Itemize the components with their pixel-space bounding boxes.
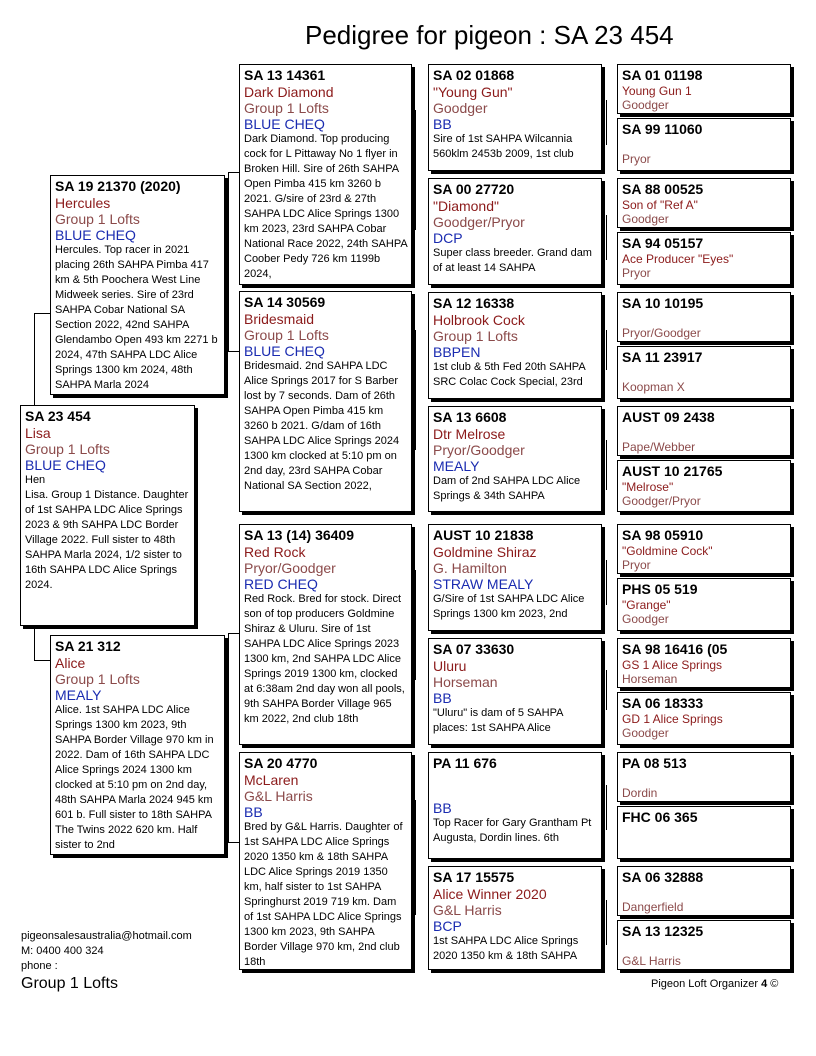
ancestor-card[interactable] — [428, 64, 602, 171]
pigeon-name: Hercules — [55, 195, 111, 211]
kennel-name: Group 1 Lofts — [21, 975, 118, 992]
ancestor-card[interactable] — [617, 64, 791, 114]
comment: Top Racer for Gary Grantham Pt Augusta, Dordin lines. 6th — [433, 817, 592, 844]
owner: Pryor/Goodger — [433, 442, 525, 458]
pigeon-name: Lisa — [25, 425, 51, 441]
colour: STRAW MEALY — [433, 576, 534, 592]
colour: BLUE CHEQ — [25, 457, 106, 473]
owner: Pryor/Goodger — [622, 326, 701, 340]
ring-number: SA 12 16338 — [433, 295, 515, 311]
ancestor-card[interactable] — [617, 692, 791, 745]
ring-number: SA 02 01868 — [433, 67, 515, 83]
ring-number: SA 98 05910 — [622, 527, 704, 543]
ring-number: SA 13 6608 — [433, 409, 507, 425]
ring-number: SA 10 10195 — [622, 295, 704, 311]
ancestor-card[interactable] — [428, 866, 602, 970]
colour: BCP — [433, 918, 462, 934]
pigeon-name: Ace Producer "Eyes" — [622, 252, 734, 266]
pigeon-name: Holbrook Cock — [433, 312, 525, 328]
connector-line — [606, 785, 607, 830]
connector-line — [228, 271, 229, 351]
colour: BB — [433, 690, 452, 706]
owner: Pryor — [622, 558, 651, 572]
colour: MEALY — [55, 687, 102, 703]
ring-number: SA 88 00525 — [622, 181, 704, 197]
connector-line — [606, 215, 607, 260]
colour: BB — [244, 804, 263, 820]
connector-line — [415, 800, 416, 915]
ancestor-card[interactable] — [617, 866, 791, 916]
ancestor-card[interactable] — [428, 752, 602, 859]
ring-number: SA 00 27720 — [433, 181, 515, 197]
colour: DCP — [433, 230, 463, 246]
comment: 1st club & 5th Fed 20th SAHPA SRC Colac Cock Special, 23rd — [433, 361, 586, 388]
ring-number: SA 23 454 — [25, 408, 91, 424]
connector-line — [228, 172, 229, 272]
connector-line — [415, 330, 416, 450]
subject-card[interactable] — [20, 405, 195, 626]
owner: Goodger — [622, 612, 669, 626]
colour: BBPEN — [433, 344, 481, 360]
pigeon-name: Red Rock — [244, 544, 306, 560]
owner: Group 1 Lofts — [55, 211, 140, 227]
software-credit — [651, 978, 778, 990]
comment: Lisa. Group 1 Distance. Daughter of 1st SAHPA LDC Alice Springs 2023 & 9th SAHPA LDC Border Village 2022. Full sister to 48th SAHPA Marla 2024, 1/2 sister to 16th SAHPA LDC Alice Springs 2024. — [25, 489, 189, 591]
sex: Hen — [25, 474, 46, 486]
ancestor-card[interactable] — [428, 524, 602, 631]
ancestor-card[interactable] — [617, 346, 791, 399]
pigeon-name: McLaren — [244, 772, 299, 788]
pigeon-name: Son of "Ref A" — [622, 198, 698, 212]
owner: Goodger/Pryor — [433, 214, 525, 230]
owner: Group 1 Lofts — [244, 327, 329, 343]
connector-line — [228, 172, 239, 173]
owner: Goodger — [622, 98, 669, 112]
colour: BLUE CHEQ — [55, 227, 136, 243]
owner: Group 1 Lofts — [25, 441, 110, 457]
connector-line — [228, 633, 239, 634]
ring-number: FHC 06 365 — [622, 809, 698, 825]
owner: Group 1 Lofts — [55, 671, 140, 687]
contact-phone: phone : — [21, 960, 58, 972]
pigeon-name: "Melrose" — [622, 480, 674, 494]
pigeon-name: Uluru — [433, 658, 467, 674]
ring-number: SA 99 11060 — [622, 121, 703, 137]
colour: BB — [433, 116, 452, 132]
owner: G. Hamilton — [433, 560, 507, 576]
connector-line — [415, 175, 416, 230]
grandsire-card[interactable] — [239, 524, 412, 745]
owner: Koopman X — [622, 380, 685, 394]
ancestor-card[interactable] — [428, 406, 602, 512]
connector-line — [606, 560, 607, 605]
owner: Goodger — [622, 726, 669, 740]
connector-line — [606, 440, 607, 490]
ancestor-card[interactable] — [617, 178, 791, 228]
ancestor-card[interactable] — [617, 118, 791, 171]
ring-number: SA 20 4770 — [244, 755, 318, 771]
copyright-symbol: © — [770, 978, 779, 990]
owner: Horseman — [622, 672, 678, 686]
ring-number: SA 94 05157 — [622, 235, 704, 251]
connector-line — [228, 842, 239, 843]
connector-line — [34, 313, 35, 405]
ancestor-card[interactable] — [428, 292, 602, 399]
ring-number: PA 11 676 — [433, 755, 497, 771]
ring-number: SA 13 12325 — [622, 923, 704, 939]
ring-number: AUST 10 21765 — [622, 463, 723, 479]
pigeon-name: "Young Gun" — [433, 84, 513, 100]
ring-number: SA 13 14361 — [244, 67, 326, 83]
colour: BLUE CHEQ — [244, 343, 325, 359]
owner: Goodger — [433, 100, 488, 116]
ring-number: SA 06 32888 — [622, 869, 704, 885]
ring-number: SA 07 33630 — [433, 641, 515, 657]
granddam-card[interactable] — [239, 752, 412, 970]
ring-number: SA 11 23917 — [622, 349, 703, 365]
ancestor-card[interactable] — [617, 524, 791, 574]
pigeon-name: Dtr Melrose — [433, 426, 506, 442]
comment: Bridesmaid. 2nd SAHPA LDC Alice Springs 2017 for S Barber lost by 7 seconds. Dam of 26th SAHPA Open Pimba 415 km 3260 b 2021. G/dam of 16th SAHPA LDC Alice Springs 2024 1300 km clocked at 5:10 pm on 2nd day, 23rd SAHPA Cobar National SA Section 2022, — [244, 360, 400, 492]
ring-number: SA 21 312 — [55, 638, 121, 654]
comment: G/Sire of 1st SAHPA LDC Alice Springs 1300 km 2023, 2nd — [433, 593, 585, 620]
ring-number: SA 14 30569 — [244, 294, 326, 310]
comment: Dam of 2nd SAHPA LDC Alice Springs & 34th SAHPA — [433, 475, 581, 502]
owner: Goodger — [622, 212, 669, 226]
ancestor-card[interactable] — [617, 460, 791, 512]
connector-line — [228, 351, 239, 352]
colour: BB — [433, 800, 452, 816]
colour: BLUE CHEQ — [244, 116, 325, 132]
ancestor-card[interactable] — [617, 578, 791, 631]
connector-line — [228, 633, 229, 763]
owner: Pryor — [622, 152, 651, 166]
owner: Pryor/Goodger — [244, 560, 336, 576]
pigeon-name: GS 1 Alice Springs — [622, 658, 723, 672]
ring-number: PA 08 513 — [622, 755, 687, 771]
owner: G&L Harris — [433, 902, 502, 918]
connector-line — [34, 313, 50, 314]
owner: Pryor — [622, 266, 651, 280]
ancestor-card[interactable] — [617, 406, 791, 456]
owner: Goodger/Pryor — [622, 494, 701, 508]
ring-number: SA 13 (14) 36409 — [244, 527, 354, 543]
comment: Red Rock. Bred for stock. Direct son of top producers Goldmine Shiraz & Uluru. Sire of 1st SAHPA LDC Alice Springs 2023 1300 km, 2nd SAHPA LDC Alice Springs 2019 1300 km, clocked at 6:38am 2nd day won all pools, 9th SAHPA Border Village 965 km 2022, 2nd club 18th — [244, 593, 405, 725]
comment: Alice. 1st SAHPA LDC Alice Springs 1300 km 2023, 9th SAHPA Border Village 970 km in 2022. Dam of 16th SAHPA LDC Alice Springs 2024 1300 km clocked at 5:10 pm on 2nd day, 48th SAHPA Marla 2024 945 km 601 b. Full sister to 18th SAHPA The Twins 2022 620 km. Half sister to 2nd — [55, 704, 214, 851]
owner: Dangerfield — [622, 900, 684, 914]
contact-mobile: M: 0400 400 324 — [21, 945, 104, 957]
ring-number: AUST 09 2438 — [622, 409, 715, 425]
software-name: Pigeon Loft Organizer — [651, 978, 759, 990]
connector-line — [415, 110, 416, 175]
owner: Group 1 Lofts — [244, 100, 329, 116]
comment: Hercules. Top racer in 2021 placing 26th SAHPA Pimba 417 km & 5th Poochera West Line Midweek series. Sire of 23rd SAHPA Cobar National SA Section 2022, 42nd SAHPA Glendambo Open 493 km 2271 b 2024, 47th SAHPA LDC Alice Springs 1300 km 2024, 48th SAHPA Marla 2024 — [55, 244, 218, 391]
pigeon-name: GD 1 Alice Springs — [622, 712, 723, 726]
ring-number: SA 19 21370 (2020) — [55, 178, 181, 194]
comment: "Uluru" is dam of 5 SAHPA places: 1st SAHPA Alice — [433, 707, 563, 734]
ancestor-card[interactable] — [617, 752, 791, 802]
ring-number: AUST 10 21838 — [433, 527, 534, 543]
pigeon-name: Young Gun 1 — [622, 84, 692, 98]
pigeon-name: "Grange" — [622, 598, 671, 612]
connector-line — [606, 100, 607, 145]
owner: Pape/Webber — [622, 440, 696, 454]
ancestor-card[interactable] — [428, 638, 602, 745]
ancestor-card[interactable] — [617, 920, 791, 970]
comment: Sire of 1st SAHPA Wilcannia 560klm 2453b 2009, 1st club — [433, 133, 574, 160]
pigeon-name: Alice Winner 2020 — [433, 886, 547, 902]
pigeon-name: "Diamond" — [433, 198, 499, 214]
ring-number: SA 98 16416 (05 — [622, 641, 728, 657]
pigeon-name: "Goldmine Cock" — [622, 544, 713, 558]
comment: Dark Diamond. Top producing cock for L Pittaway No 1 flyer in Broken Hill. Sire of 26th SAHPA Open Pimba 415 km 3260 b 2021. G/sire of 23rd & 27th SAHPA LDC Alice Springs 1300 km 2023, 23rd SAHPA Cobar National Race 2022, 24th SAHPA Coober Pedy 726 km 1199b 2024, — [244, 133, 408, 280]
ring-number: SA 01 01198 — [622, 67, 703, 83]
comment: Bred by G&L Harris. Daughter of 1st SAHPA LDC Alice Springs 2020 1350 km & 18th SAHPA LDC Alice Springs 2019 1350 km, half sister to 1st SAHPA Springhurst 2019 719 km. Dam of 1st SAHPA LDC Alice Springs 1300 km 2023, 9th SAHPA Border Village 970 km, 2nd club 18th — [244, 821, 403, 968]
pigeon-name: Alice — [55, 655, 86, 671]
sire-card[interactable] — [50, 175, 225, 395]
comment: Super class breeder. Grand dam of at least 14 SAHPA — [433, 247, 592, 274]
owner: Dordin — [622, 786, 658, 800]
ancestor-card[interactable] — [428, 178, 602, 285]
connector-line — [228, 762, 229, 842]
owner: Horseman — [433, 674, 498, 690]
pigeon-name: Dark Diamond — [244, 84, 334, 100]
ancestor-card[interactable] — [617, 638, 791, 688]
connector-line — [34, 660, 50, 661]
connector-line — [606, 330, 607, 370]
ring-number: SA 17 15575 — [433, 869, 515, 885]
connector-line — [415, 570, 416, 680]
software-version: 4 — [761, 978, 768, 990]
comment: 1st SAHPA LDC Alice Springs 2020 1350 km & 18th SAHPA — [433, 935, 579, 962]
dam-card[interactable] — [50, 635, 225, 855]
colour: RED CHEQ — [244, 576, 318, 592]
colour: MEALY — [433, 458, 480, 474]
owner: G&L Harris — [244, 788, 313, 804]
ring-number: SA 06 18333 — [622, 695, 704, 711]
contact-email: pigeonsalesaustralia@hotmail.com — [21, 930, 192, 942]
ancestor-card[interactable] — [617, 232, 791, 285]
grandsire-card[interactable] — [239, 64, 412, 285]
granddam-card[interactable] — [239, 291, 412, 512]
pigeon-name: Goldmine Shiraz — [433, 544, 537, 560]
page-title: Pedigree for pigeon : SA 23 454 — [305, 20, 674, 50]
connector-line — [606, 900, 607, 945]
ancestor-card[interactable] — [617, 806, 791, 859]
owner: Group 1 Lofts — [433, 328, 518, 344]
connector-line — [606, 670, 607, 710]
connector-line — [34, 626, 35, 660]
owner: G&L Harris — [622, 954, 681, 968]
pigeon-name: Bridesmaid — [244, 311, 315, 327]
ancestor-card[interactable] — [617, 292, 791, 342]
ring-number: PHS 05 519 — [622, 581, 698, 597]
